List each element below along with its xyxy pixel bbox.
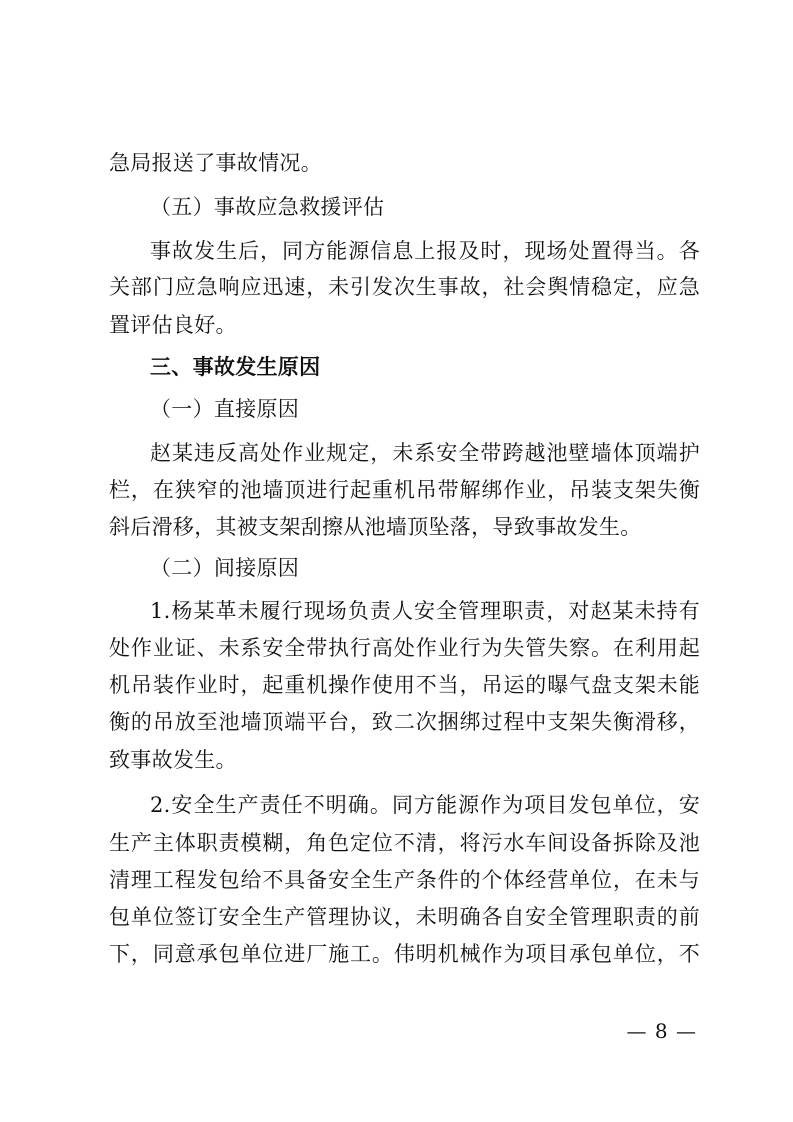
text-line: 赵某违反高处作业规定，未系安全带跨越池壁墙体顶端护 <box>150 441 700 465</box>
text-line: 机吊装作业时，起重机操作使用不当，吊运的曝气盘支架未能 <box>109 673 700 697</box>
chapter-heading: 三、事故发生原因 <box>150 354 321 379</box>
section-heading: （二）间接原因 <box>150 556 300 580</box>
text-line: 处作业证、未系安全带执行高处作业行为失管失察。在利用起 <box>109 636 700 660</box>
section-heading: （一）直接原因 <box>150 397 300 421</box>
text-line: 致事故发生。 <box>109 748 237 772</box>
text-line: 急局报送了事故情况。 <box>109 151 322 175</box>
text-line: 衡的吊放至池墙顶端平台，致二次捆绑过程中支架失衡滑移， <box>109 710 700 734</box>
text-line: 2.安全生产责任不明确。同方能源作为项目发包单位，安 <box>150 793 700 817</box>
text-line: 事故发生后，同方能源信息上报及时，现场处置得当。各 <box>150 239 700 263</box>
text-line: 包单位签订安全生产管理协议，未明确各自安全管理职责的前 <box>109 905 700 929</box>
text-line: 下，同意承包单位进厂施工。伟明机械作为项目承包单位，不 <box>109 942 700 966</box>
section-heading: （五）事故应急救援评估 <box>150 195 385 219</box>
text-line: 关部门应急响应迅速，未引发次生事故，社会舆情稳定，应急 <box>109 275 700 299</box>
text-line: 生产主体职责模糊，角色定位不清，将污水车间设备拆除及池 <box>109 831 700 855</box>
text-line: 清理工程发包给不具备安全生产条件的个体经营单位，在未与 <box>109 868 700 892</box>
text-line: 斜后滑移，其被支架刮擦从池墙顶坠落，导致事故发生。 <box>109 515 642 539</box>
text-line: 栏，在狭窄的池墙顶进行起重机吊带解绑作业，吊装支架失衡 <box>109 478 700 502</box>
page-number: — 8 — <box>626 1019 697 1043</box>
text-line: 置评估良好。 <box>109 313 237 337</box>
text-line: 1.杨某革未履行现场负责人安全管理职责，对赵某未持有 <box>150 599 700 623</box>
